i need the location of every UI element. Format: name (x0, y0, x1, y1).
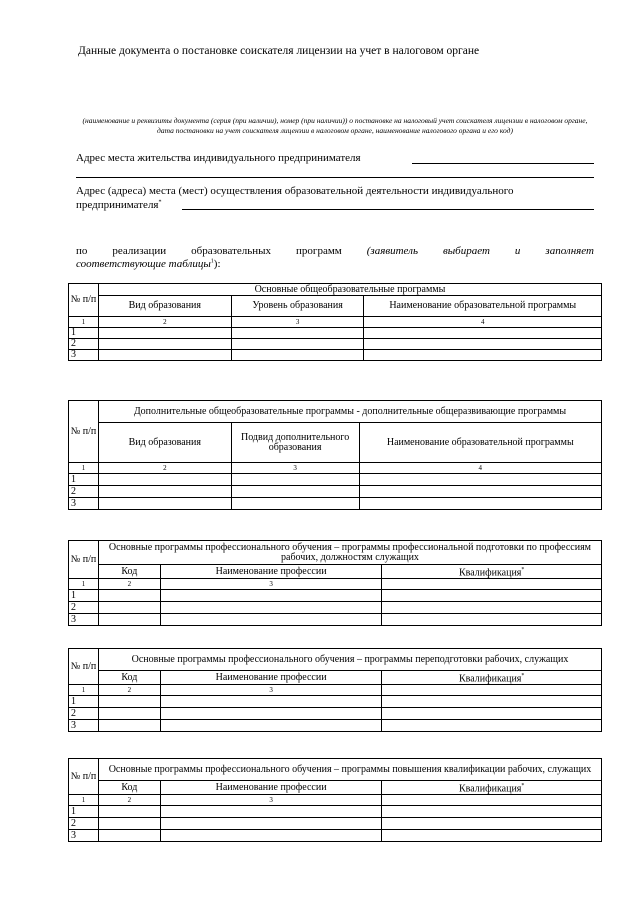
table-row: 1 (69, 474, 602, 486)
col-header-number: № п/п (69, 284, 99, 317)
table-row: 2 (69, 708, 602, 720)
table-row: 1 (69, 806, 602, 818)
column-number: 3 (160, 685, 382, 696)
group-header: Основные программы профессионального обучения – программы повышения квалификации рабочих, служащих (98, 759, 601, 781)
col-header-program-name: Наименование образовательной программы (364, 296, 602, 317)
column-number: 2 (98, 463, 231, 474)
address-activity-label-2: предпринимателя* (76, 199, 162, 211)
table-general-education (68, 283, 602, 361)
document-hint: (наименование и реквизиты документа (серия (при наличии), номер (при наличии)) о постановке на налоговый учет соискателя лицензии в налоговом органе, дата постановки на учет соискателя лицензии в налоговом органе, наименование налогового органа и его код) (82, 116, 588, 135)
col-header-number: № п/п (69, 649, 99, 685)
column-number: 2 (98, 579, 160, 590)
address-activity-field[interactable] (182, 209, 594, 210)
table-row: 3 (69, 614, 602, 626)
table-row: 3 (69, 720, 602, 732)
column-number: 4 (364, 317, 602, 328)
table-row: 3 (69, 350, 602, 361)
col-header-number: № п/п (69, 541, 99, 579)
col-header-education-level: Уровень образования (231, 296, 364, 317)
column-number: 2 (98, 795, 160, 806)
column-number: 2 (98, 685, 160, 696)
col-header-code: Код (98, 671, 160, 685)
table-row: 2 (69, 486, 602, 498)
column-number: 3 (231, 317, 364, 328)
column-number: 1 (69, 317, 99, 328)
col-header-education-type: Вид образования (98, 296, 231, 317)
table-advanced-training (68, 758, 602, 842)
table-vocational-training (68, 540, 602, 626)
table-additional-education (68, 400, 602, 510)
column-number: 1 (69, 795, 99, 806)
address-activity-label-1: Адрес (адреса) места (мест) осуществления образовательной деятельности индивидуального (76, 185, 514, 197)
column-number: 3 (231, 463, 359, 474)
address-residence-field[interactable] (412, 163, 594, 164)
col-header-profession-name: Наименование профессии (160, 565, 382, 579)
document-title: Данные документа о постановке соискателя лицензии на учет в налоговом органе (78, 45, 480, 57)
col-header-profession-name: Наименование профессии (160, 781, 382, 795)
group-header: Основные программы профессионального обучения – программы профессиональной подготовки по профессиям рабочих, должностям служащих (98, 541, 601, 565)
col-header-qualification: Квалификация* (382, 671, 602, 685)
column-number: 1 (69, 463, 99, 474)
programs-intro: по реализации образовательных программ (заявитель выбирает и заполняет соответствующие таблицы$^1$): (76, 245, 594, 270)
address-residence-field-line2[interactable] (76, 177, 594, 178)
table-retraining (68, 648, 602, 732)
col-header-code: Код (98, 565, 160, 579)
col-header-number: № п/п (69, 401, 99, 463)
table-row: 1 (69, 696, 602, 708)
footnote-star-mark: * (158, 199, 162, 206)
column-number: 4 (359, 463, 601, 474)
column-number: 1 (69, 685, 99, 696)
col-header-profession-name: Наименование профессии (160, 671, 382, 685)
col-header-education-subtype: Подвид дополнительного образования (231, 423, 359, 463)
table-row: 2 (69, 818, 602, 830)
group-header: Основные программы профессионального обучения – программы переподготовки рабочих, служащих (98, 649, 601, 671)
table-row: 3 (69, 498, 602, 510)
column-number: 1 (69, 579, 99, 590)
column-number: 3 (160, 795, 382, 806)
table-row: 1 (69, 328, 602, 339)
col-header-program-name: Наименование образовательной программы (359, 423, 601, 463)
group-header: Основные общеобразовательные программы (98, 284, 601, 296)
address-residence-label: Адрес места жительства индивидуального предпринимателя (76, 152, 361, 164)
table-row: 2 (69, 339, 602, 350)
column-number: 3 (160, 579, 382, 590)
col-header-education-type: Вид образования (98, 423, 231, 463)
column-number: 2 (98, 317, 231, 328)
group-header: Дополнительные общеобразовательные программы - дополнительные общеразвивающие программы (98, 401, 601, 423)
table-row: 1 (69, 590, 602, 602)
table-row: 2 (69, 602, 602, 614)
col-header-qualification: Квалификация* (382, 781, 602, 795)
col-header-number: № п/п (69, 759, 99, 795)
table-row: 3 (69, 830, 602, 842)
col-header-code: Код (98, 781, 160, 795)
col-header-qualification: Квалификация* (382, 565, 602, 579)
